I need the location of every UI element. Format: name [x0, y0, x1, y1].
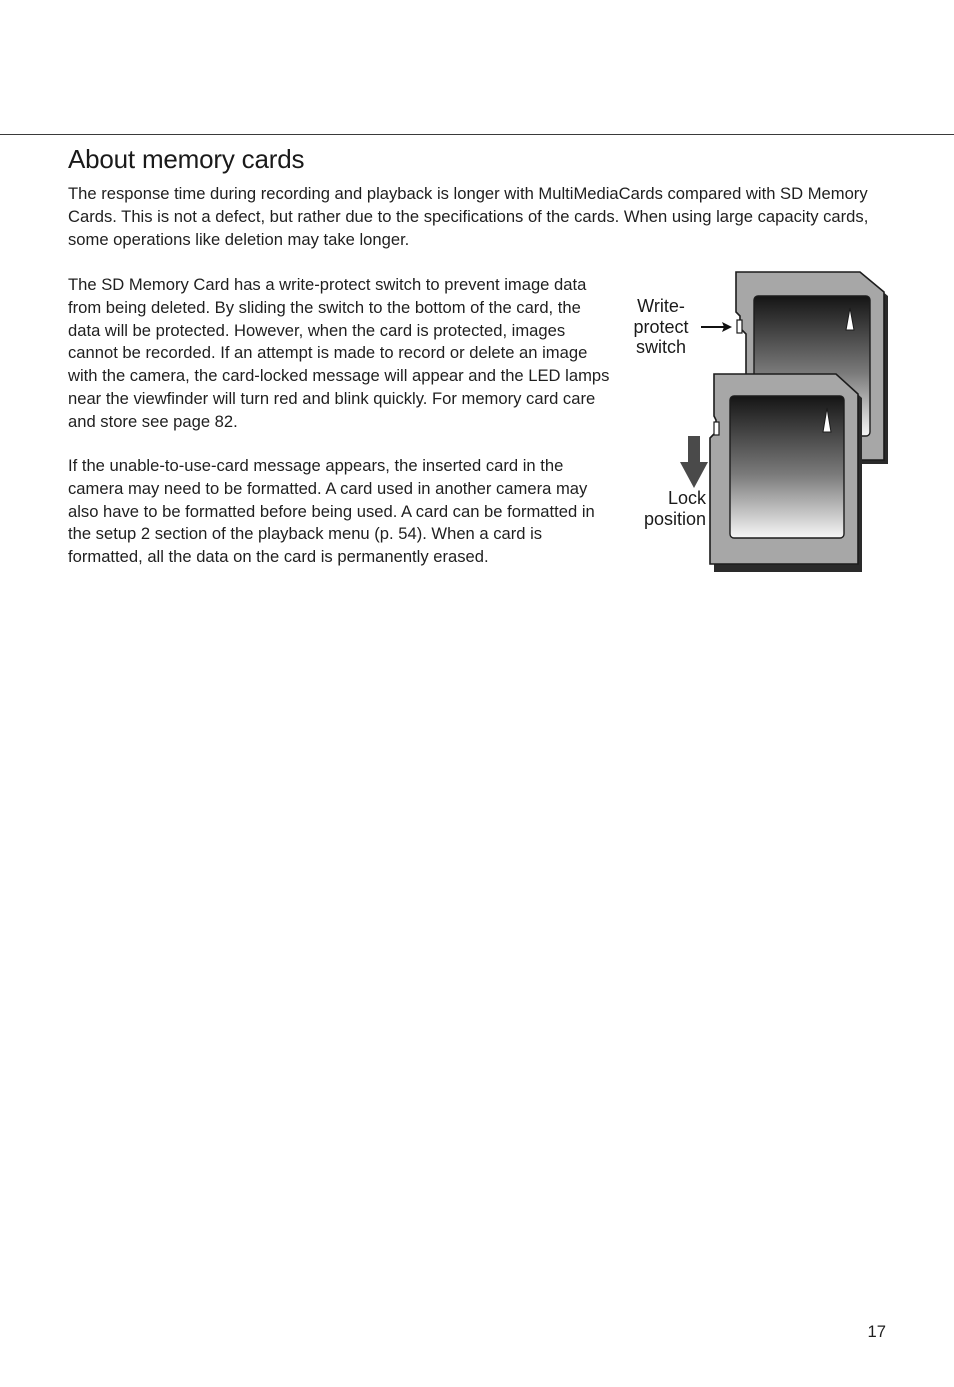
write-protect-paragraph: The SD Memory Card has a write-protect switch to prevent image data from being deleted. By sliding the switch to the bottom of the card, the data will be protected. However, when the card is protected, images cannot be recorded. If an attempt is made to record or delete an image with the camera, the card-locked message will appear and the LED lamps near the viewfinder will turn red and blink quickly. For memory card care and store see page 82.: [68, 275, 610, 431]
page-number: 17: [867, 1322, 886, 1341]
down-arrow-icon: [680, 436, 708, 488]
format-paragraph: If the unable-to-use-card message appears, the inserted card in the camera may need to be formatted. A card used in another camera may also have to be formatted before being used. A card can be formatted in the setup 2 section of the playback menu (p. 54). When a card is formatted, all the data on the card is permanently erased.: [68, 456, 595, 567]
write-protect-label-text: Write- protect switch: [633, 296, 689, 357]
write-protect-switch-label: [626, 296, 696, 358]
sd-card-locked: [680, 374, 862, 572]
write-protect-switch: [737, 320, 742, 333]
header-rule: [0, 134, 954, 135]
lock-label-text: Lock position: [643, 488, 706, 529]
write-protect-switch-locked: [714, 422, 719, 435]
sd-card-figure: [620, 262, 900, 582]
page-title: About memory cards: [68, 144, 305, 174]
intro-paragraph: The response time during recording and playback is longer with MultiMediaCards compared with SD Memory Cards. This is not a defect, but rather due to the specifications of the cards. When using large capacity cards, some operations like deletion may take longer.: [68, 184, 869, 249]
lock-position-label: [626, 488, 706, 529]
